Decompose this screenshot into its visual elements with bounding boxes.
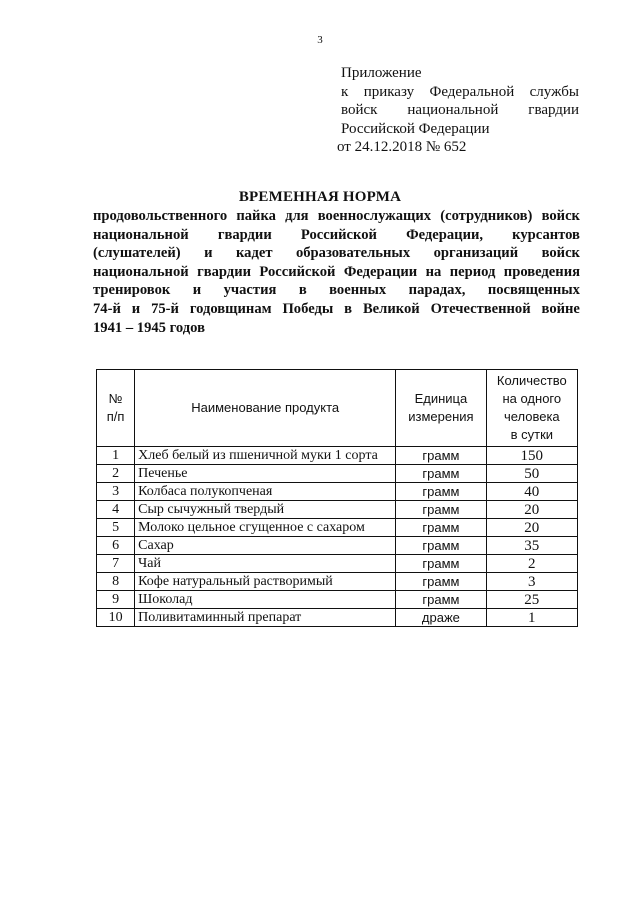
subtitle-word: и [204,245,213,262]
cell-quantity: 20 [486,519,577,537]
subtitle-word: гвардии [197,263,252,280]
cell-quantity: 150 [486,447,577,465]
subtitle-word: организаций [433,245,519,262]
subtitle-word: участия [223,282,277,299]
appendix-word: службы [529,83,579,100]
subtitle-word: (сотрудников) [440,208,533,224]
subtitle-word: тренировок [93,282,171,299]
subtitle-line [93,281,580,300]
subtitle-word: войск [541,208,580,224]
header-number: № п/п [97,370,135,447]
cell-number: 2 [97,465,135,483]
subtitle-word: в [344,300,353,317]
cell-unit: грамм [396,555,486,573]
cell-quantity: 1 [486,609,577,627]
subtitle-word: Отечественной [430,300,531,317]
subtitle-word: в [298,282,307,299]
subtitle-line [93,300,580,319]
subtitle-word: для [285,208,309,224]
subtitle-word: 1941 – 1945 годов [93,319,205,336]
subtitle-word: и [131,300,141,317]
cell-product-name: Хлеб белый из пшеничной муки 1 сорта [135,447,396,465]
document-subtitle [93,207,580,337]
cell-product-name: Печенье [135,465,396,483]
table-row [97,591,578,609]
ration-norms-table [96,369,578,627]
subtitle-word: и [192,282,202,299]
subtitle-word: Федерации, [406,226,484,243]
cell-number: 7 [97,555,135,573]
subtitle-word: Российской [300,226,377,243]
cell-quantity: 50 [486,465,577,483]
appendix-order-date: от 24.12.2018 № 652 [337,139,467,155]
cell-unit: грамм [396,519,486,537]
subtitle-word: национальной [93,263,189,280]
appendix-word: войск [341,102,378,118]
cell-quantity: 20 [486,501,577,519]
subtitle-word: 74-й [93,300,121,317]
subtitle-line [93,226,580,245]
cell-product-name: Поливитаминный препарат [135,609,396,627]
subtitle-word: пайка [236,208,276,224]
cell-product-name: Сыр сычужный твердый [135,501,396,519]
subtitle-word: годовщинам [189,300,272,317]
cell-unit: драже [396,609,486,627]
subtitle-word: парадах, [408,282,466,299]
cell-product-name: Колбаса полукопченая [135,483,396,501]
cell-number: 5 [97,519,135,537]
subtitle-word: гвардии [217,226,272,243]
cell-number: 8 [97,573,135,591]
cell-quantity: 3 [486,573,577,591]
subtitle-word: военнослужащих [317,208,432,224]
cell-unit: грамм [396,501,486,519]
appendix-label: Приложение [341,65,422,81]
cell-product-name: Молоко цельное сгущенное с сахаром [135,519,396,537]
subtitle-word: Великой [362,300,420,317]
cell-unit: грамм [396,465,486,483]
subtitle-word: продовольственного [93,208,228,224]
subtitle-word: Федерации [343,263,418,280]
table-row [97,501,578,519]
appendix-block [337,64,579,157]
appendix-word: Федеральной [429,83,515,100]
table-row [97,483,578,501]
cell-unit: грамм [396,573,486,591]
subtitle-word: образовательных [295,245,411,262]
subtitle-word: на [425,263,442,280]
table-row [97,609,578,627]
appendix-line-order [341,83,579,102]
header-unit: Единица измерения [396,370,486,447]
subtitle-word: курсантов [512,226,580,243]
subtitle-word: Победы [282,300,334,317]
cell-product-name: Шоколад [135,591,396,609]
cell-quantity: 25 [486,591,577,609]
subtitle-word: войне [541,300,580,317]
cell-number: 1 [97,447,135,465]
cell-product-name: Сахар [135,537,396,555]
table-row [97,537,578,555]
cell-number: 9 [97,591,135,609]
cell-product-name: Чай [135,555,396,573]
appendix-word: национальной [407,102,499,118]
cell-unit: грамм [396,483,486,501]
appendix-line-guard [341,101,579,120]
cell-number: 4 [97,501,135,519]
subtitle-word: национальной [93,226,189,243]
header-product-name: Наименование продукта [135,370,396,447]
table-row [97,573,578,591]
subtitle-line [93,319,580,338]
document-title: ВРЕМЕННАЯ НОРМА [238,189,402,205]
page-number: 3 [317,34,323,46]
appendix-word: гвардии [528,102,579,118]
subtitle-line [93,244,580,263]
cell-unit: грамм [396,447,486,465]
subtitle-word: проведения [503,263,580,280]
cell-unit: грамм [396,537,486,555]
table-row [97,447,578,465]
table-row [97,519,578,537]
subtitle-word: войск [541,245,580,262]
subtitle-line [93,207,580,226]
cell-quantity: 2 [486,555,577,573]
cell-number: 3 [97,483,135,501]
subtitle-word: посвященных [487,282,580,299]
header-quantity: Количество на одного человека в сутки [486,370,577,447]
cell-quantity: 40 [486,483,577,501]
subtitle-word: (слушателей) [93,245,181,262]
cell-unit: грамм [396,591,486,609]
subtitle-word: период [449,263,496,280]
appendix-word: приказу [363,83,415,100]
appendix-line-federation: Российской Федерации [341,120,490,137]
cell-product-name: Кофе натуральный растворимый [135,573,396,591]
cell-number: 10 [97,609,135,627]
cell-quantity: 35 [486,537,577,555]
subtitle-word: Российской [259,263,336,280]
table-row [97,465,578,483]
cell-number: 6 [97,537,135,555]
table-header-row [97,370,578,447]
subtitle-word: 75-й [151,300,179,317]
table-row [97,555,578,573]
subtitle-word: кадет [235,245,273,262]
subtitle-line [93,263,580,282]
subtitle-word: военных [329,282,387,299]
appendix-word: к [341,83,349,100]
